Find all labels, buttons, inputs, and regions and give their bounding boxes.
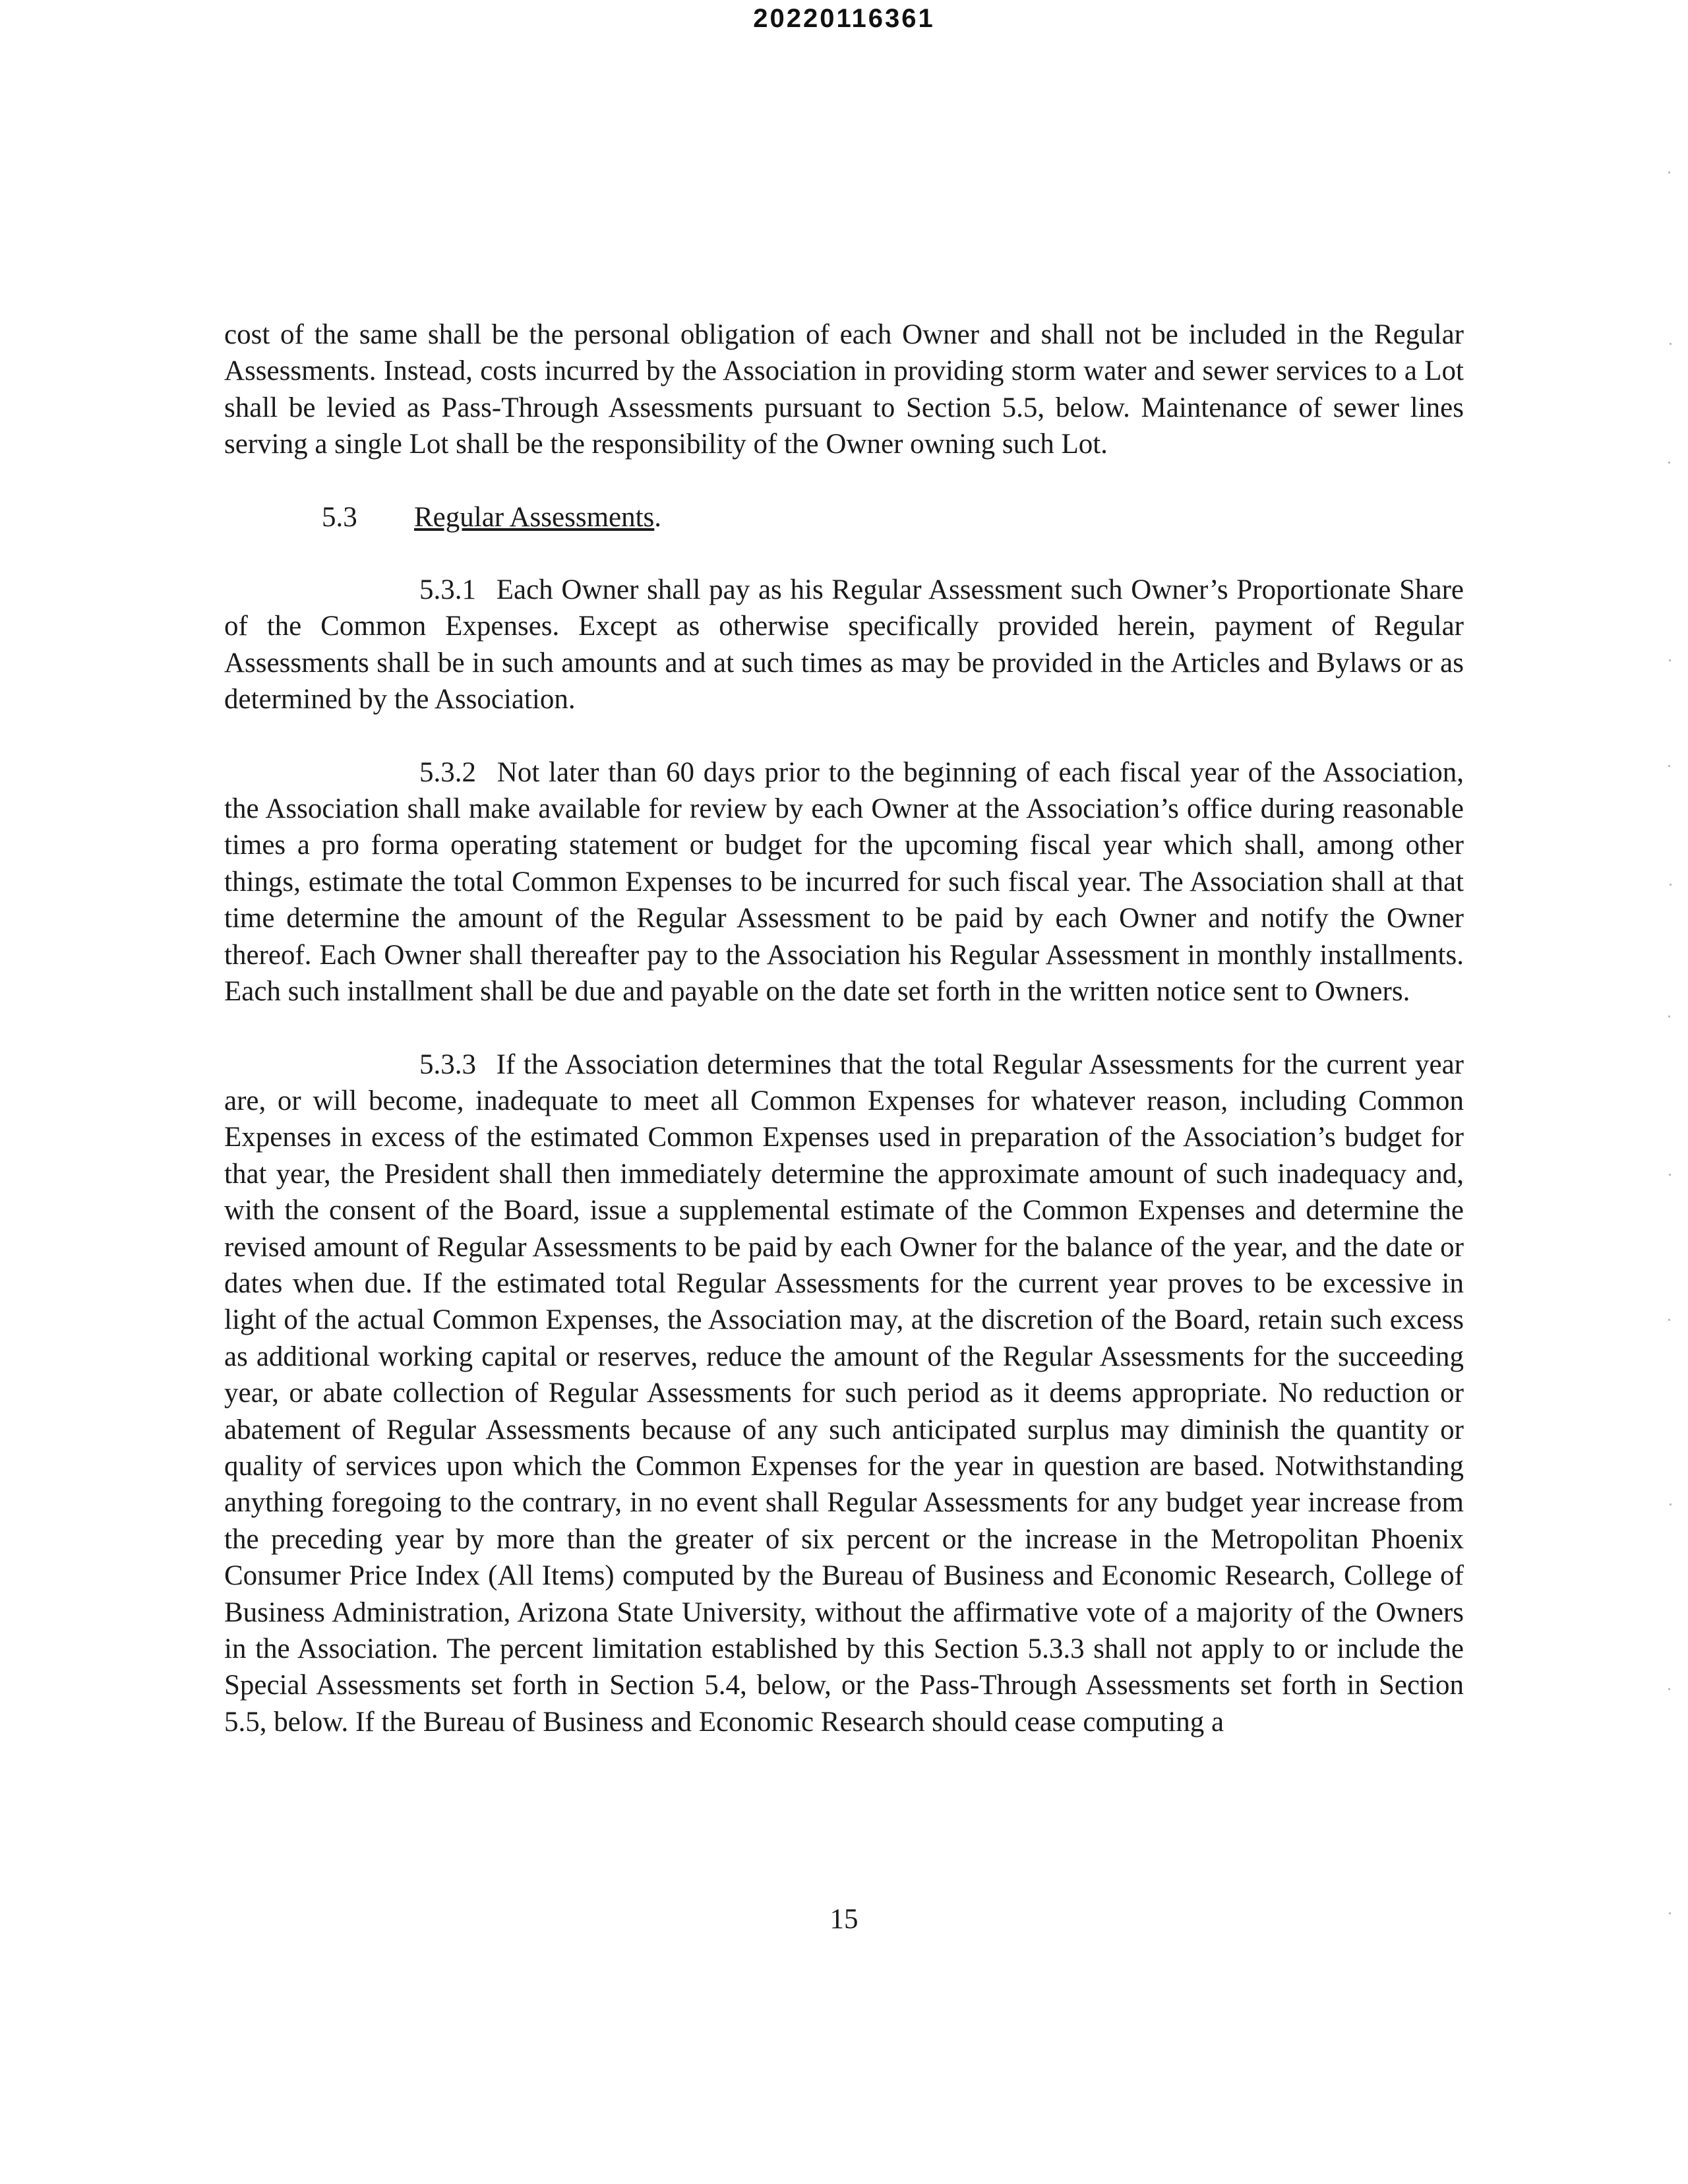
subsection-number: 5.3.3: [419, 1048, 476, 1080]
scan-speck: [1670, 343, 1672, 345]
section-title-suffix: .: [654, 501, 662, 533]
document-number: 20220116361: [753, 4, 935, 33]
section-number: 5.3: [322, 501, 357, 533]
scan-speck: [1670, 1503, 1672, 1505]
subsection-number: 5.3.2: [419, 756, 476, 788]
scan-speck: [1669, 1912, 1671, 1914]
subsection-number: 5.3.1: [419, 574, 476, 606]
scan-speck: [1669, 1174, 1671, 1176]
subsection-text: If the Association determines that the total Regular Assessments for the current year are, or will become, inadequate to meet all Common Expenses for whatever reason, including Common Expenses in excess of the estimated Common Expenses used in preparation of the Association’s budget for that year, the President shall then immediately determine the approximate amount of such inadequacy and, with the consent of the Board, issue a supplemental estimate of the Common Expenses and determine the revised amount of Regular Assessments to be paid by each Owner for the balance of the year, and the date or dates when due. If the estimated total Regular Assessments for the current year proves to be excessive in light of the actual Common Expenses, the Association may, at the discretion of the Board, retain such excess as additional working capital or reserves, reduce the amount of the Regular Assessments for the succeeding year, or abate collection of Regular Assessments for such period as it deems appropriate. No reduction or abatement of Regular Assessments because of any such anticipated surplus may diminish the quantity or quality of services upon which the Common Expenses for the year in question are based. Notwithstanding anything foregoing to the contrary, in no event shall Regular Assessments for any budget year increase from the preceding year by more than the greater of six percent or the increase in the Metropolitan Phoenix Consumer Price Index (All Items) computed by the Bureau of Business and Economic Research, College of Business Administration, Arizona State University, without the affirmative vote of a majority of the Owners in the Association. The percent limitation established by this Section 5.3.3 shall not apply to or include the Special Assessments set forth in Section 5.4, below, or the Pass-Through Assessments set forth in Section 5.5, below. If the Bureau of Business and Economic Research should cease computing a: [224, 1048, 1464, 1738]
subsection-5-3-3: [224, 1046, 1464, 1741]
scan-speck: [1668, 1319, 1670, 1321]
scan-speck: [1668, 765, 1670, 767]
section-heading: [224, 499, 1464, 535]
subsection-text: Each Owner shall pay as his Regular Assessment such Owner’s Proportionate Share of the Common Expenses. Except as otherwise specifically provided herein, payment of Regular Assessments shall be in such amounts and at such times as may be provided in the Articles and Bylaws or as determined by the Association.: [224, 574, 1464, 715]
subsection-5-3-2: [224, 754, 1464, 1010]
scan-speck: [1668, 1688, 1670, 1690]
subsection-text: Not later than 60 days prior to the beginning of each fiscal year of the Association, the Association shall make available for review by each Owner at the Association’s office during reasonable times a pro forma operating statement or budget for the upcoming fiscal year which shall, among other things, estimate the total Common Expenses to be incurred for such fiscal year. The Association shall at that time determine the amount of the Regular Assessment to be paid by each Owner and notify the Owner thereof. Each Owner shall thereafter pay to the Association his Regular Assessment in monthly installments. Each such installment shall be due and payable on the date set forth in the written notice sent to Owners.: [224, 756, 1464, 1008]
continued-paragraph: cost of the same shall be the personal obligation of each Owner and shall not be included in the Regular Assessments. Instead, costs incurred by the Association in providing storm water and sewer services to a Lot shall be levied as Pass-Through Assessments pursuant to Section 5.5, below. Maintenance of sewer lines serving a single Lot shall be the responsibility of the Owner owning such Lot.: [224, 319, 1464, 460]
section-title: Regular Assessments: [414, 501, 655, 533]
scan-speck: [1668, 1016, 1670, 1017]
page-number: 15: [829, 1904, 859, 1935]
scan-speck: [1670, 884, 1672, 886]
scan-speck: [1668, 462, 1670, 464]
subsection-5-3-1: [224, 572, 1464, 718]
scan-speck: [1669, 659, 1671, 661]
scan-margin-artifacts: [1648, 0, 1688, 2184]
scan-speck: [1668, 171, 1670, 173]
document-body: [224, 317, 1464, 1740]
